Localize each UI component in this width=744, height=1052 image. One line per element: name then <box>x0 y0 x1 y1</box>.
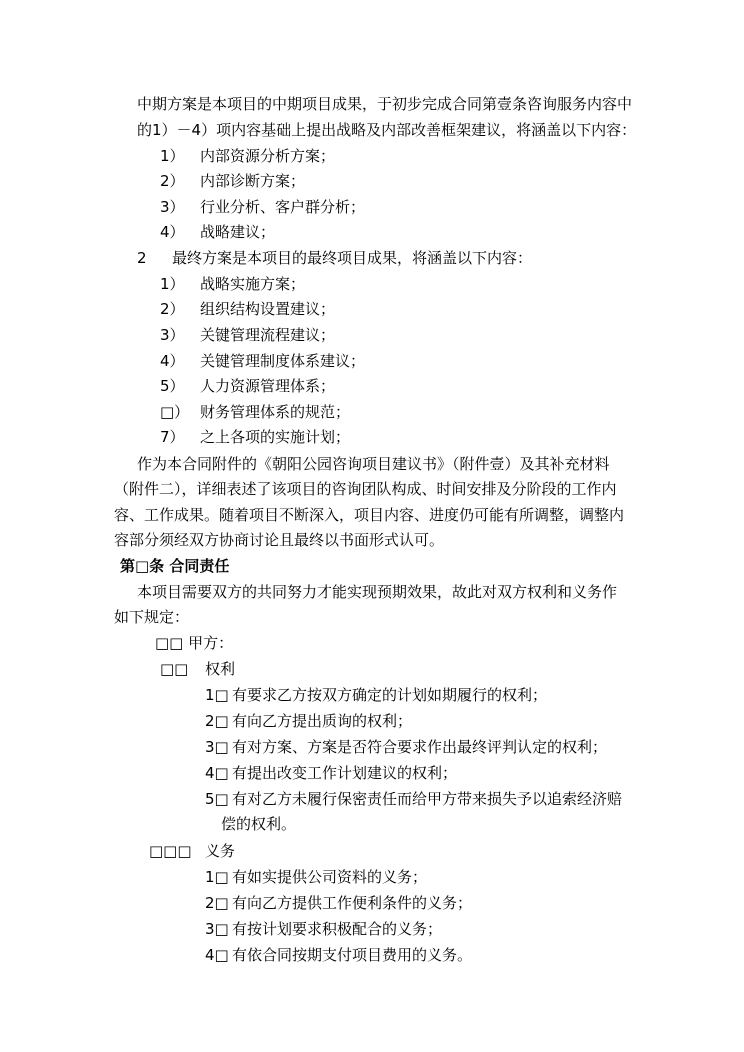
rights-title: 权利 <box>205 660 236 678</box>
duties-title: 义务 <box>205 842 236 860</box>
right-item-text: 有要求乙方按双方确定的计划如期履行的权利； <box>232 686 548 704</box>
intro-line-2: 的1）－4）项内容基础上提出战略及内部改善框架建议，将涵盖以下内容： <box>137 121 637 139</box>
attachment-line-1: 作为本合同附件的《朝阳公园咨询项目建议书》（附件壹）及其补充材料 <box>137 455 610 473</box>
final-item-num: 5） <box>160 377 185 395</box>
right-item-text: 有对乙方未履行保密责任而给甲方带来损失予以追索经济赔 <box>232 790 623 808</box>
right-item-num: 2□ <box>205 712 229 730</box>
final-item-num: □） <box>160 403 190 421</box>
duty-item-text: 有向乙方提供工作便利条件的义务； <box>232 894 473 912</box>
final-item-text: 关键管理制度体系建议； <box>200 352 366 370</box>
duty-item-text: 有依合同按期支付项目费用的义务。 <box>232 946 473 964</box>
party-a-label: □□ 甲方： <box>155 634 234 652</box>
attachment-line-2: （附件二），详细表述了该项目的咨询团队构成、时间安排及分阶段的工作内 <box>114 480 617 498</box>
mid-item-text: 战略建议； <box>200 223 276 241</box>
mid-item-text: 行业分析、客户群分析； <box>200 198 366 216</box>
mid-item-num: 3） <box>160 198 185 216</box>
right-item-text: 有提出改变工作计划建议的权利； <box>232 764 458 782</box>
final-item-text: 人力资源管理体系； <box>200 377 336 395</box>
final-item-num: 7） <box>160 428 185 446</box>
final-item-text: 之上各项的实施计划； <box>200 428 351 446</box>
mid-item-num: 1） <box>160 147 185 165</box>
final-item-text: 关键管理流程建议； <box>200 326 336 344</box>
duty-item-num: 1□ <box>205 868 229 886</box>
final-item-text: 战略实施方案； <box>200 275 306 293</box>
final-section-text: 最终方案是本项目的最终项目成果，将涵盖以下内容： <box>172 249 533 267</box>
duties-marker: □□□ <box>149 842 192 860</box>
right-item-text: 有向乙方提出质询的权利； <box>232 712 413 730</box>
final-section-num: 2 <box>137 249 147 267</box>
rights-marker: □□ <box>160 660 189 678</box>
duty-item-num: 4□ <box>205 946 229 964</box>
right-item-num: 5□ <box>205 790 229 808</box>
mid-item-num: 4） <box>160 223 185 241</box>
right-item-num: 3□ <box>205 738 229 756</box>
responsibility-line-1: 本项目需要双方的共同努力才能实现预期效果，故此对双方权利和义务作 <box>137 583 618 601</box>
final-item-text: 组织结构设置建议； <box>200 300 336 318</box>
right-item-text: 有对方案、方案是否符合要求作出最终评判认定的权利； <box>232 738 608 756</box>
final-item-text: 财务管理体系的规范； <box>200 403 351 421</box>
final-item-num: 1） <box>160 275 185 293</box>
mid-item-text: 内部诊断方案； <box>200 172 306 190</box>
final-item-num: 3） <box>160 326 185 344</box>
final-item-num: 2） <box>160 300 185 318</box>
responsibility-line-2: 如下规定： <box>114 608 190 626</box>
right-item-num: 1□ <box>205 686 229 704</box>
duty-item-num: 3□ <box>205 920 229 938</box>
duty-item-text: 有按计划要求积极配合的义务； <box>232 920 443 938</box>
final-item-num: 4） <box>160 352 185 370</box>
duty-item-text: 有如实提供公司资料的义务； <box>232 868 428 886</box>
article-heading: 第□条 合同责任 <box>120 557 230 575</box>
mid-item-text: 内部资源分析方案； <box>200 147 336 165</box>
right-item-num: 4□ <box>205 764 229 782</box>
mid-item-num: 2） <box>160 172 185 190</box>
attachment-line-3: 容、工作成果。随着项目不断深入，项目内容、进度仍可能有所调整，调整内 <box>114 506 625 524</box>
intro-line-1: 中期方案是本项目的中期项目成果，于初步完成合同第壹条咨询服务内容中 <box>137 95 633 113</box>
duty-item-num: 2□ <box>205 894 229 912</box>
right-item-continuation: 偿的权利。 <box>221 815 297 833</box>
attachment-line-4: 容部分须经双方协商讨论且最终以书面形式认可。 <box>114 531 445 549</box>
